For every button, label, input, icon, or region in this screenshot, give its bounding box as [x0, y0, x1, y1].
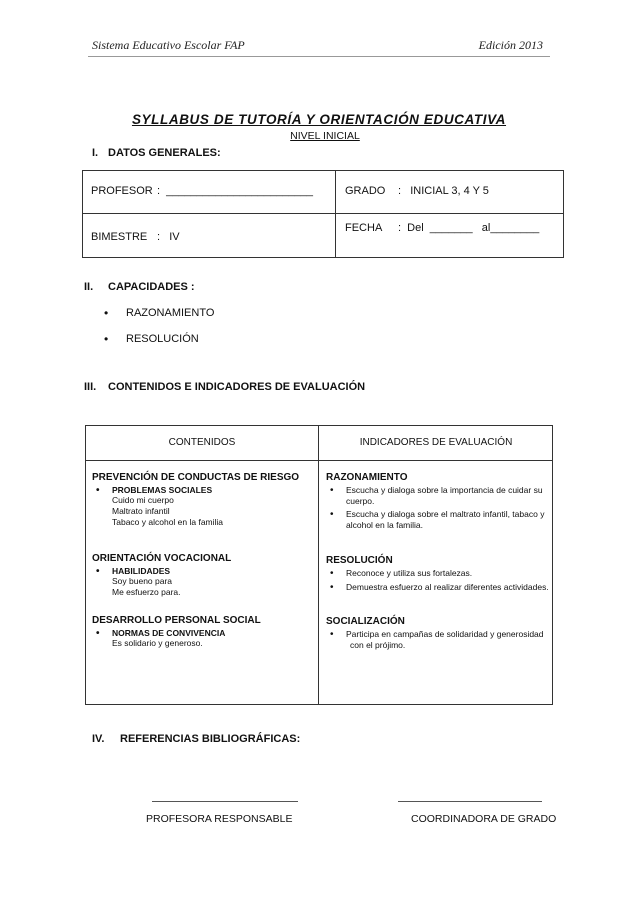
header-right-text: Edición 2013 — [478, 38, 543, 52]
signature-line-left — [152, 801, 298, 802]
header-divider — [88, 56, 550, 57]
indicador-block — [326, 472, 550, 531]
contenido-heading: ORIENTACIÓN VOCACIONAL — [92, 553, 232, 564]
fecha-value: : Del _______ al________ — [398, 222, 540, 234]
section-title: CONTENIDOS E INDICADORES DE EVALUACIÓN — [108, 381, 366, 393]
list-item: • RESOLUCIÓN — [104, 333, 214, 359]
contenido-item: Me esfuerzo para. — [112, 587, 181, 597]
section-title: CAPACIDADES : — [108, 281, 195, 293]
header-left-text: Sistema Educativo Escolar FAP — [92, 38, 245, 52]
contenido-subheading: • PROBLEMAS SOCIALES — [92, 485, 314, 495]
section-title: DATOS GENERALES: — [108, 147, 221, 159]
section-number: III. — [84, 381, 97, 393]
contenido-block — [92, 615, 314, 649]
contenido-item: Cuido mi cuerpo — [112, 495, 174, 505]
indicador-line: alcohol en la familia. — [346, 520, 424, 530]
contenido-item: Maltrato infantil — [112, 506, 170, 516]
contenido-heading: PREVENCIÓN DE CONDUCTAS DE RIESGO — [92, 472, 300, 483]
indicador-line: cuerpo. — [346, 496, 375, 506]
indicador-line: con el prójimo. — [350, 640, 406, 650]
table-divider — [335, 171, 336, 257]
contenidos-table — [85, 425, 553, 705]
section-capacidades — [84, 281, 195, 293]
table-divider — [86, 460, 552, 461]
table-divider — [318, 426, 319, 704]
indicador-block — [326, 616, 550, 651]
document-title: SYLLABUS DE TUTORÍA Y ORIENTACIÓN EDUCATIVA — [131, 112, 507, 127]
section-number: II. — [84, 281, 94, 293]
indicador-item: • Demuestra esfuerzo al realizar diferentes actividades. — [326, 582, 550, 593]
section-referencias — [92, 733, 300, 745]
indicador-item: • Reconoce y utiliza sus fortalezas. — [326, 568, 550, 579]
indicador-line: Escucha y dialoga sobre la importancia de cuidar su — [346, 485, 543, 495]
list-item: • RAZONAMIENTO — [104, 307, 214, 333]
indicador-line: Participa en campañas de solidaridad y generosidad — [346, 629, 544, 639]
signature-line-right — [398, 801, 542, 802]
indicador-heading: SOCIALIZACIÓN — [326, 616, 405, 627]
contenido-item: Es solidario y generoso. — [112, 638, 203, 648]
fecha-label: FECHA — [345, 222, 383, 234]
indicador-item — [326, 629, 550, 651]
profesor-label: PROFESOR — [91, 185, 153, 197]
capacidades-list — [104, 307, 214, 359]
contenido-block — [92, 472, 314, 528]
indicador-item — [326, 485, 550, 507]
column-header-contenidos: CONTENIDOS — [168, 437, 236, 448]
contenido-block — [92, 553, 314, 598]
indicador-heading: RESOLUCIÓN — [326, 555, 393, 566]
section-number: I. — [92, 147, 99, 159]
bimestre-value: : IV — [157, 231, 180, 243]
contenido-subheading: • HABILIDADES — [92, 566, 314, 576]
section-datos-generales — [92, 147, 221, 159]
bimestre-label: BIMESTRE — [91, 231, 148, 243]
document-subtitle: NIVEL INICIAL — [290, 130, 360, 142]
section-number: IV. — [92, 733, 105, 745]
signature-label-left: PROFESORA RESPONSABLE — [146, 813, 293, 825]
grado-label: GRADO — [345, 185, 386, 197]
contenido-item: Soy bueno para — [112, 576, 173, 586]
section-contenidos — [84, 381, 365, 393]
contenido-heading: DESARROLLO PERSONAL SOCIAL — [92, 615, 261, 626]
signature-label-right: COORDINADORA DE GRADO — [411, 813, 557, 825]
indicador-line: Escucha y dialoga sobre el maltrato infantil, tabaco y — [346, 509, 545, 519]
grado-value: : INICIAL 3, 4 Y 5 — [398, 185, 489, 197]
column-header-indicadores: INDICADORES DE EVALUACIÓN — [359, 437, 513, 448]
indicador-block — [326, 555, 550, 593]
section-title: REFERENCIAS BIBLIOGRÁFICAS: — [120, 733, 301, 745]
contenido-subheading: • NORMAS DE CONVIVENCIA — [92, 628, 314, 638]
profesor-value: : ________________________ — [157, 185, 313, 197]
indicador-heading: RAZONAMIENTO — [326, 472, 408, 483]
indicador-item — [326, 509, 550, 531]
table-divider — [83, 213, 563, 214]
general-data-table — [82, 170, 564, 258]
contenido-item: Tabaco y alcohol en la familia — [112, 517, 224, 527]
